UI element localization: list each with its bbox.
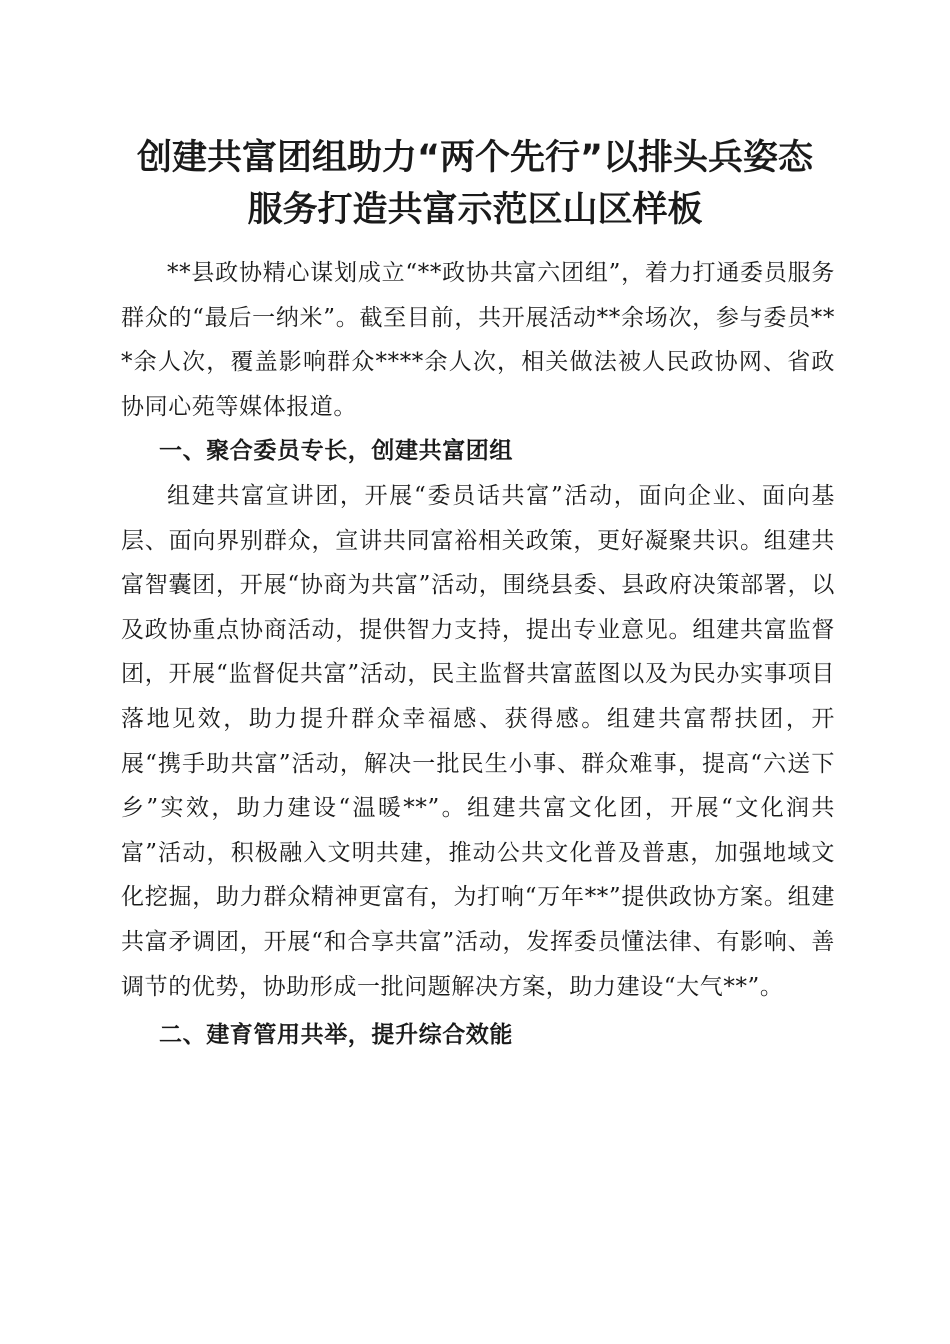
section-1-paragraph: 组建共富宣讲团，开展“委员话共富”活动，面向企业、面向基层、面向界别群众，宣讲共同富裕相关政策，更好凝聚共识。组建共富智囊团，开展“协商为共富”活动，围绕县委、县政府决策部署，以及政协重点协商活动，提供智力支持，提出专业意见。组建共富监督团，开展“监督促共富”活动，民主监督共富蓝图以及为民办实事项目落地见效，助力提升群众幸福感、获得感。组建共富帮扶团，开展“携手助共富”活动，解决一批民生小事、群众难事，提高“六送下乡”实效，助力建设“温暖**”。组建共富文化团，开展“文化润共富”活动，积极融入文明共建，推动公共文化普及普惠，加强地域文化挖掘，助力群众精神更富有，为打响“万年**”提供政协方案。组建共富矛调团，开展“和合享共富”活动，发挥委员懂法律、有影响、善调节的优势，协助形成一批问题解决方案，助力建设“大气**”。 xyxy=(121,482,835,1000)
section-heading-2: 二、建育管用共举，提升综合效能 xyxy=(159,1022,513,1049)
document-title xyxy=(100,132,850,236)
intro-paragraph: **县政协精心谋划成立“**政协共富六团组”，着力打通委员服务群众的“最后一纳米”。截至目前，共开展活动**余场次，参与委员***余人次，覆盖影响群众****余人次，相关做法被人民政协网、省政协同心苑等媒体报道。 xyxy=(121,260,835,420)
title-line-2: 服务打造共富示范区山区样板 xyxy=(247,190,703,230)
document-body xyxy=(121,251,835,1058)
title-line-1: 创建共富团组助力“两个先行”以排头兵姿态 xyxy=(136,138,813,178)
section-heading-1: 一、聚合委员专长，创建共富团组 xyxy=(159,438,513,465)
